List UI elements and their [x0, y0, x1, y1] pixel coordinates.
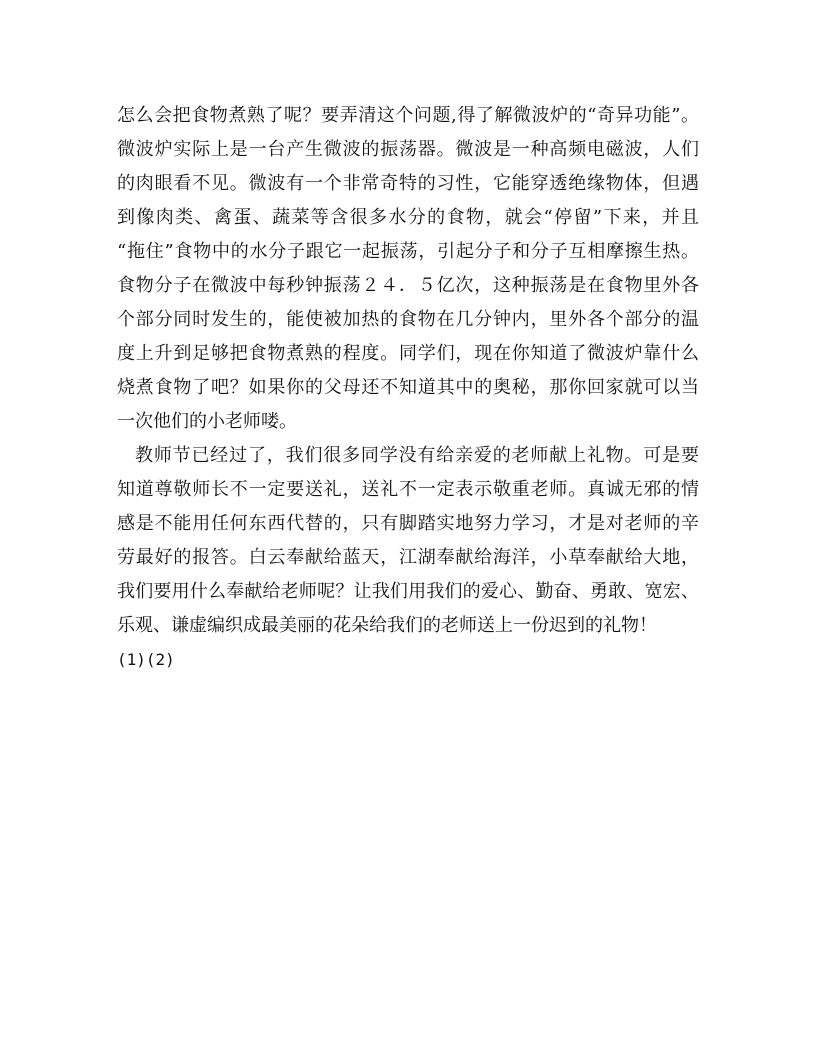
paragraph-line: 个部分同时发生的，能使被加热的食物在几分钟内，里外各个部分的温 [117, 309, 699, 330]
paragraph-line: 乐观、谦虚编织成最美丽的花朵给我们的老师送上一份迟到的礼物！ [117, 615, 657, 636]
paragraph-line: 微波炉实际上是一台产生微波的振荡器。微波是一种高频电磁波，人们 [117, 139, 699, 160]
paragraph-line: “拖住”食物中的水分子跟它一起振荡，引起分子和分子互相摩擦生热。 [117, 241, 699, 262]
paragraph-line: 度上升到足够把食物煮熟的程度。同学们，现在你知道了微波炉靠什么 [117, 343, 699, 364]
paragraph-teachers-day [117, 439, 699, 643]
paragraph-line: 知道尊敬师长不一定要送礼，送礼不一定表示敬重老师。真诚无邪的情 [117, 479, 699, 500]
paragraph-line: 到像肉类、禽蛋、蔬菜等含很多水分的食物，就会“停留”下来，并且 [117, 207, 699, 228]
paragraph-line: 的肉眼看不见。微波有一个非常奇特的习性，它能穿透绝缘物体，但遇 [117, 173, 699, 194]
footnote-markers: (1)(2) [117, 650, 175, 669]
paragraph-line: 怎么会把食物煮熟了呢？要弄清这个问题,得了解微波炉的“奇异功能”。 [117, 105, 699, 126]
paragraph-microwave [117, 99, 699, 439]
paragraph-line: 感是不能用任何东西代替的，只有脚踏实地努力学习，才是对老师的辛 [117, 513, 699, 534]
paragraph-line: 食物分子在微波中每秒钟振荡２４．５亿次，这种振荡是在食物里外各 [117, 275, 699, 296]
document-body [117, 99, 699, 677]
paragraph-line: 一次他们的小老师喽。 [117, 411, 297, 432]
paragraph-line: 劳最好的报答。白云奉献给蓝天，江湖奉献给海洋，小草奉献给大地， [117, 547, 699, 568]
paragraph-line: 烧煮食物了吧？如果你的父母还不知道其中的奥秘，那你回家就可以当 [117, 377, 699, 398]
paragraph-line: 我们要用什么奉献给老师呢？让我们用我们的爱心、勤奋、勇敢、宽宏、 [117, 581, 699, 602]
paragraph-line: 教师节已经过了，我们很多同学没有给亲爱的老师献上礼物。可是要 [135, 445, 699, 466]
